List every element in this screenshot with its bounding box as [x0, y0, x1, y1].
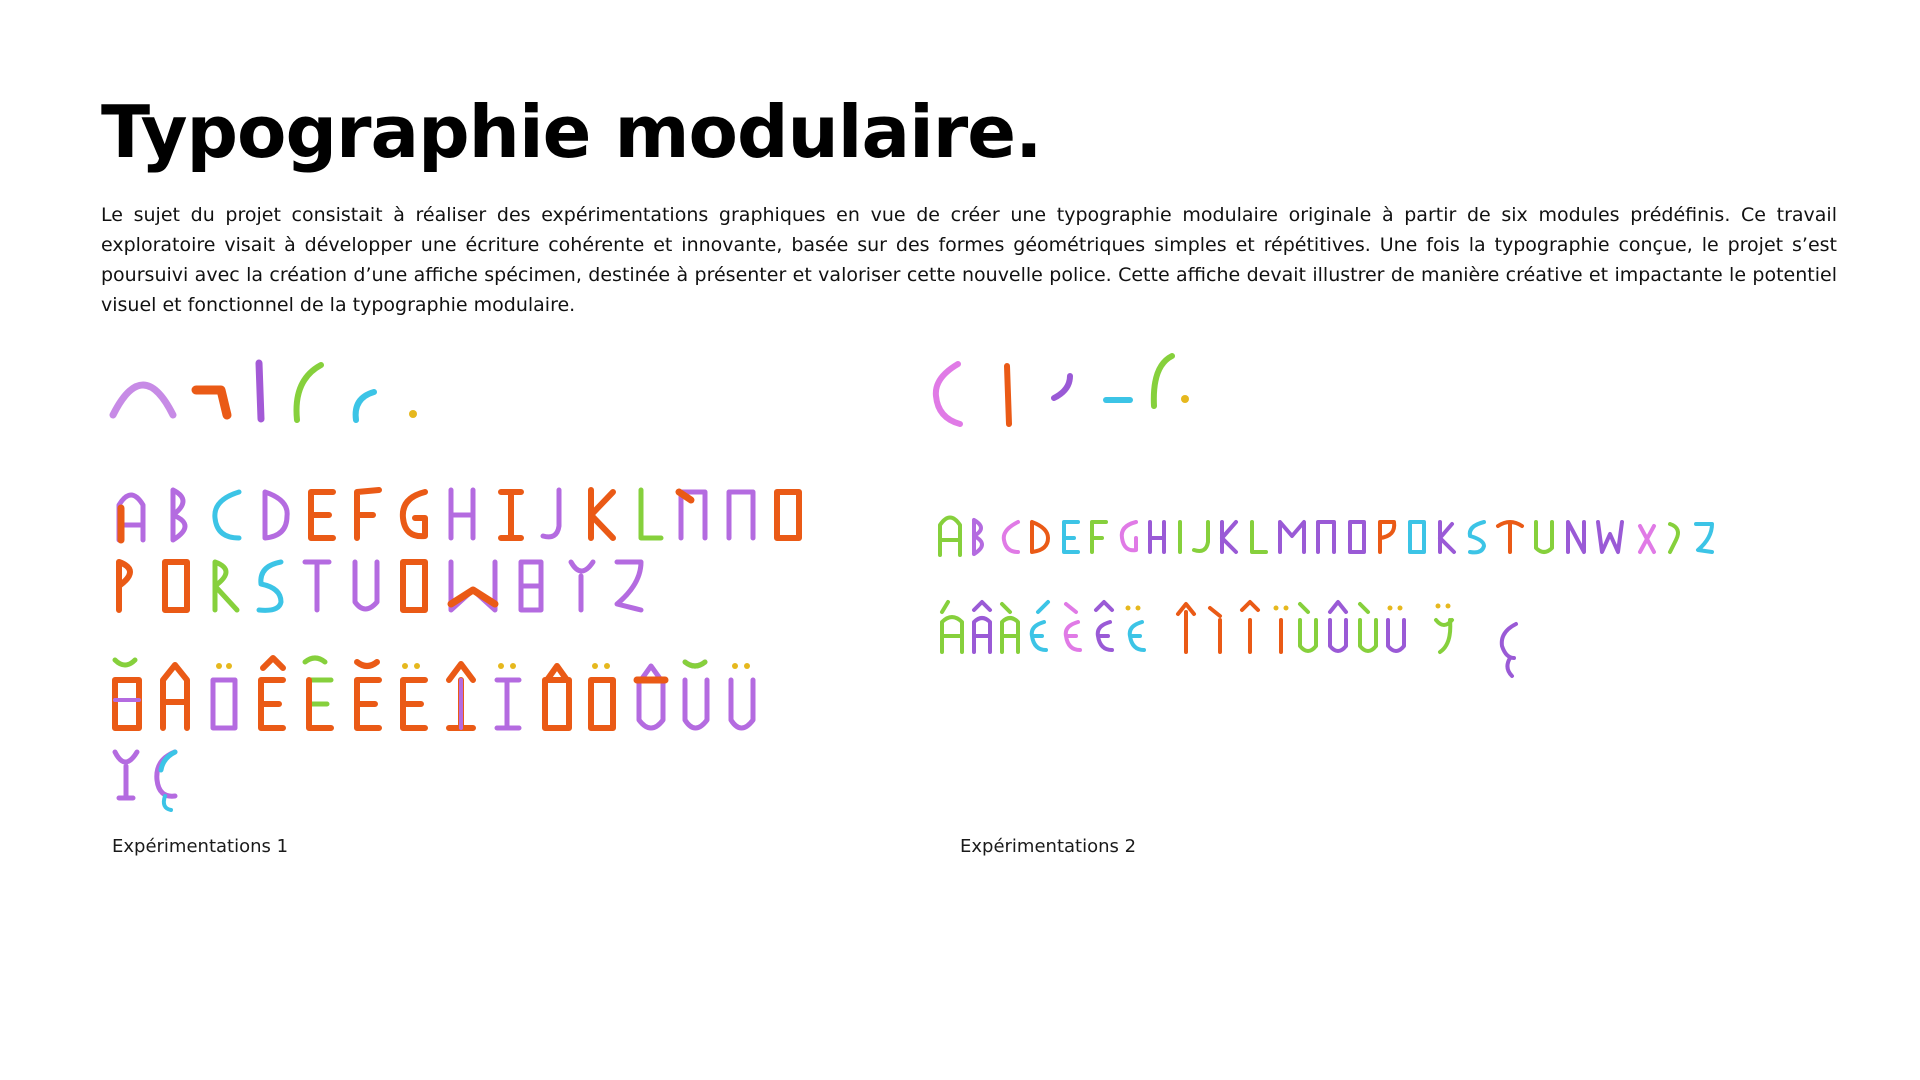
intro-paragraph: Le sujet du projet consistait à réaliser des expérimentations graphiques en vue de créer une typographie modulaire originale à partir de six modules prédéfinis. Ce travail exploratoire visait à développer une écriture cohérente et innovante, basée sur des formes géométriques simples et répétitives. Une fois la typographie conçue, le projet s’est poursuivi avec la création d’une affiche spécimen, destinée à présenter et valoriser cette nouvelle police. Cette affiche devait illustrer de manière créative et impactante le potentiel visuel et fonctionnel de la typographie modulaire.	[101, 204, 1837, 316]
module-set-2	[936, 356, 1189, 424]
modular-alphabet-drawing-2	[930, 340, 1830, 720]
alphabet-row-1	[119, 490, 799, 540]
accented-row-3	[942, 602, 1516, 676]
module-set-1	[113, 363, 417, 420]
accented-row-1	[115, 658, 753, 728]
figure-caption-2: Expérimentations 2	[960, 836, 1137, 857]
experiment-image-1	[101, 340, 821, 820]
alphabet-row-3	[940, 518, 1712, 556]
modular-alphabet-drawing-1	[101, 340, 821, 820]
page-title: Typographie modulaire.	[101, 90, 1042, 174]
experiment-image-2	[930, 340, 1830, 720]
alphabet-row-2	[119, 562, 641, 610]
figure-caption-1: Expérimentations 1	[112, 836, 289, 857]
accented-row-2	[115, 752, 175, 810]
